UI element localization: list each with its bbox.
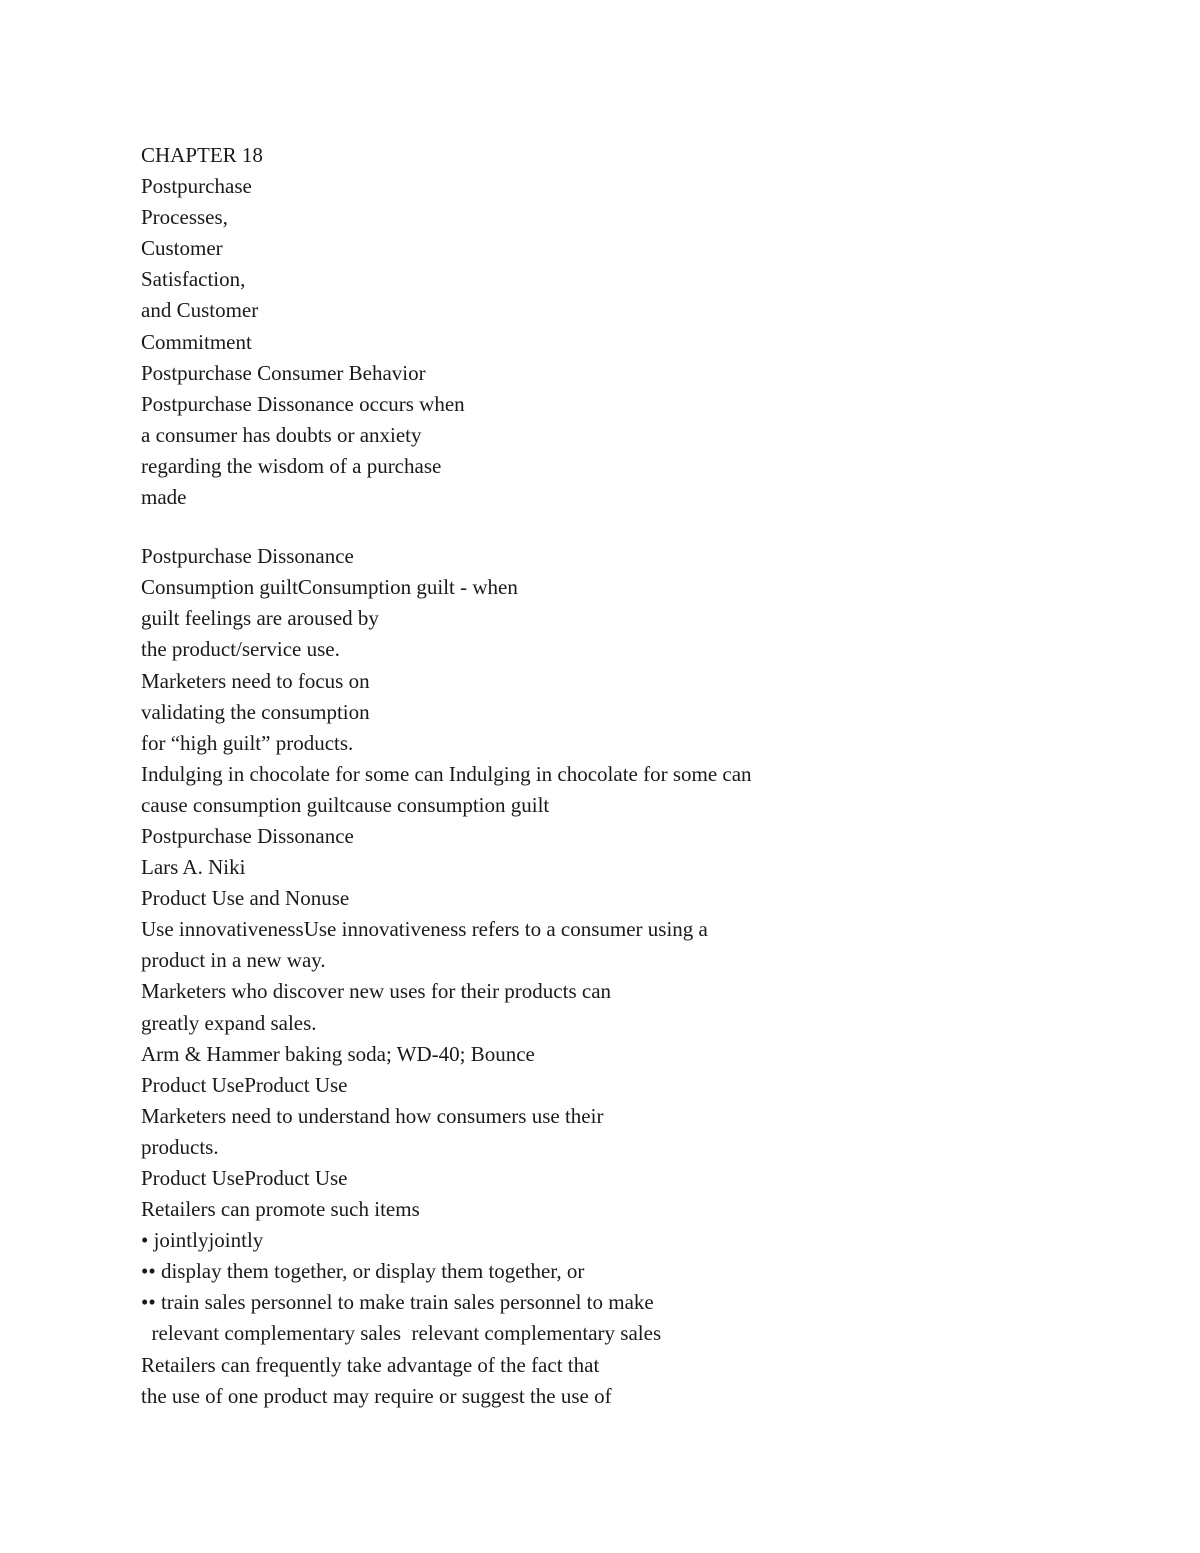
text-line: relevant complementary sales relevant complementary sales xyxy=(141,1321,662,1346)
text-line: greatly expand sales. xyxy=(141,1010,317,1035)
text-line: Postpurchase Dissonance xyxy=(141,544,354,569)
text-line: the product/service use. xyxy=(141,637,340,662)
text-line: regarding the wisdom of a purchase xyxy=(141,453,442,478)
text-line: Consumption guiltConsumption guilt - when xyxy=(141,575,518,600)
text-line: Postpurchase Dissonance occurs when xyxy=(141,391,465,416)
text-line: Indulging in chocolate for some can Indulging in chocolate for some can xyxy=(141,761,752,786)
text-line: products. xyxy=(141,1134,219,1159)
text-line: the use of one product may require or suggest the use of xyxy=(141,1383,612,1408)
bullet-line: •• display them together, or display them together, or xyxy=(141,1259,585,1284)
text-line: Postpurchase Dissonance xyxy=(141,823,354,848)
text-line: Processes, xyxy=(141,205,228,230)
text-line: Arm & Hammer baking soda; WD-40; Bounce xyxy=(141,1041,535,1066)
paragraph-gap xyxy=(141,513,1141,541)
text-line: Marketers need to focus on xyxy=(141,668,370,693)
text-line: Retailers can frequently take advantage of the fact that xyxy=(141,1352,600,1377)
document-body xyxy=(141,140,1141,1412)
text-line: Marketers need to understand how consumers use their xyxy=(141,1103,604,1128)
chapter-heading: CHAPTER 18 xyxy=(141,143,263,167)
text-line: and Customer xyxy=(141,298,259,323)
text-line: Marketers who discover new uses for their products can xyxy=(141,979,612,1004)
text-line: Lars A. Niki xyxy=(141,855,246,880)
text-line: Commitment xyxy=(141,329,252,354)
text-line: Postpurchase xyxy=(141,174,252,199)
text-line: Satisfaction, xyxy=(141,267,246,292)
text-line: Customer xyxy=(141,236,223,261)
text-line: Product Use and Nonuse xyxy=(141,886,350,911)
text-line: made xyxy=(141,485,187,510)
text-line: Retailers can promote such items xyxy=(141,1197,420,1222)
text-line: Product UseProduct Use xyxy=(141,1072,348,1097)
text-line: Product UseProduct Use xyxy=(141,1166,348,1190)
bullet-line: •• train sales personnel to make train sales personnel to make xyxy=(141,1290,654,1315)
text-line: validating the consumption xyxy=(141,699,370,724)
text-line: cause consumption guiltcause consumption guilt xyxy=(141,792,550,817)
text-line: guilt feelings are aroused by xyxy=(141,606,379,631)
text-line: a consumer has doubts or anxiety xyxy=(141,422,422,447)
text-line: product in a new way. xyxy=(141,948,326,973)
text-line: Postpurchase Consumer Behavior xyxy=(141,360,426,385)
bullet-line: • jointlyjointly xyxy=(141,1228,264,1253)
text-line: for “high guilt” products. xyxy=(141,730,354,755)
text-line: Use innovativenessUse innovativeness refers to a consumer using a xyxy=(141,917,708,942)
